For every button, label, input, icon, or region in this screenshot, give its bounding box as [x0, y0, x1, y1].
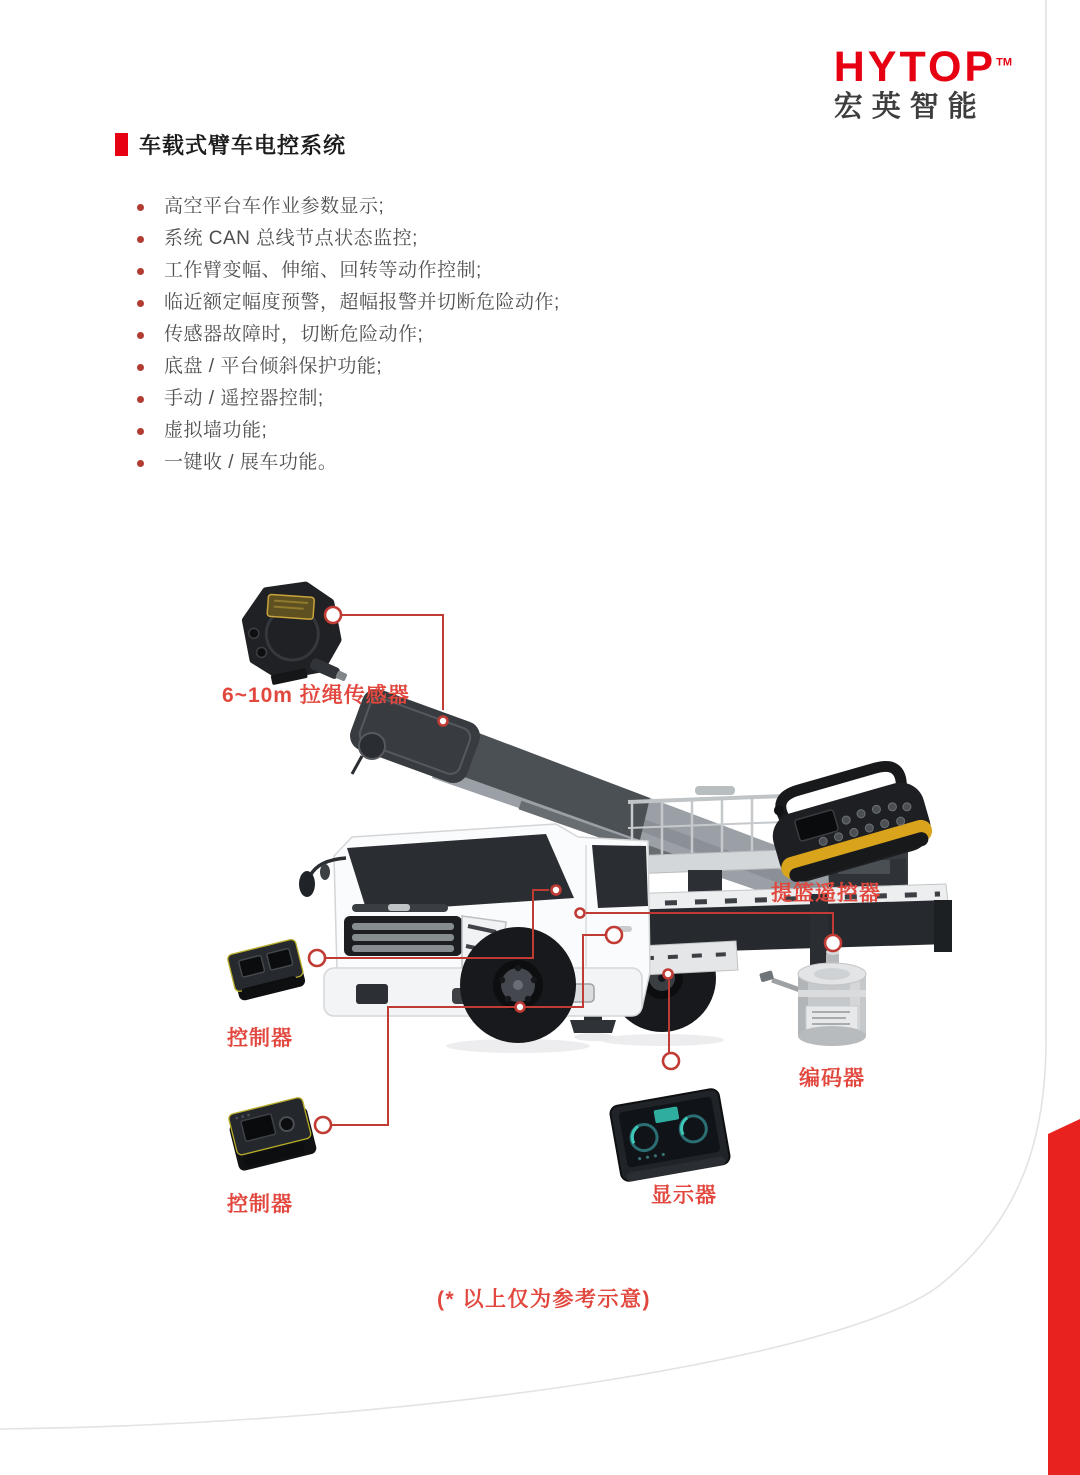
brand-trademark: TM — [996, 56, 1012, 69]
feature-text: 一键收 / 展车功能。 — [164, 452, 338, 473]
endpoint-encoder — [825, 935, 841, 951]
feature-text: 底盘 / 平台倾斜保护功能; — [164, 356, 383, 377]
endpoint-controller-top — [309, 950, 325, 966]
anchor-boom-pivot — [552, 886, 561, 895]
feature-item — [137, 255, 560, 287]
brand-logo-text: HYTOP — [833, 43, 997, 91]
feature-item — [137, 447, 560, 479]
feature-text: 临近额定幅度预警，超幅报警并切断危险动作; — [164, 292, 560, 313]
bullet-dot — [137, 396, 144, 403]
basket-remote-image — [762, 758, 937, 888]
side-mirror — [299, 871, 315, 897]
feature-text: 手动 / 遥控器控制; — [164, 388, 324, 409]
controller-top-image — [227, 939, 307, 1003]
anchor-boom — [439, 717, 448, 726]
bullet-dot — [137, 268, 144, 275]
system-diagram — [0, 560, 1080, 1320]
feature-text: 高空平台车作业参数显示; — [164, 196, 385, 217]
bullet-dot — [137, 236, 144, 243]
bullet-dot — [137, 332, 144, 339]
bullet-dot — [137, 364, 144, 371]
bullet-dot — [137, 300, 144, 307]
front-wheel — [460, 927, 576, 1043]
anchor-bed — [664, 970, 673, 979]
bullet-dot — [137, 204, 144, 211]
brand-subtitle: 宏英智能 — [833, 91, 986, 123]
feature-item — [137, 351, 560, 383]
section-title — [115, 129, 346, 160]
feature-text: 传感器故障时，切断危险动作; — [164, 324, 424, 345]
brand-block — [833, 43, 1012, 124]
boom-pulley — [359, 733, 385, 759]
endpoint-display — [663, 1053, 679, 1069]
reference-note: (* 以上仅为参考示意) — [437, 1288, 651, 1311]
feature-text: 虚拟墙功能; — [164, 420, 268, 441]
display-image — [609, 1088, 731, 1183]
label-basket-remote: 提篮遥控器 — [771, 882, 881, 905]
anchor-bumper — [516, 1003, 525, 1012]
label-display: 显示器 — [651, 1184, 717, 1207]
feature-list — [137, 191, 560, 479]
feature-text: 工作臂变幅、伸缩、回转等动作控制; — [164, 260, 482, 281]
label-controller-top: 控制器 — [227, 1027, 293, 1050]
brand-logo — [833, 43, 1012, 91]
bullet-dot — [137, 428, 144, 435]
endpoint-rope-sensor — [325, 607, 341, 623]
feature-item — [137, 319, 560, 351]
controller-bottom-image — [226, 1096, 318, 1172]
feature-text: 系统 CAN 总线节点状态监控; — [164, 228, 418, 249]
endpoint-controller-bottom — [315, 1117, 331, 1133]
title-red-bar — [115, 133, 128, 156]
label-rope-sensor: 6~10m 拉绳传感器 — [222, 684, 410, 707]
label-encoder: 编码器 — [799, 1067, 865, 1090]
side-window — [592, 845, 648, 908]
label-controller-bottom: 控制器 — [227, 1193, 293, 1216]
windshield — [347, 834, 574, 912]
feature-item — [137, 287, 560, 319]
endpoint-bed — [606, 927, 622, 943]
feature-item — [137, 191, 560, 223]
page-title: 车载式臂车电控系统 — [139, 133, 347, 158]
bullet-dot — [137, 460, 144, 467]
feature-item — [137, 415, 560, 447]
feature-item — [137, 223, 560, 255]
anchor-turntable — [576, 909, 585, 918]
feature-item — [137, 383, 560, 415]
